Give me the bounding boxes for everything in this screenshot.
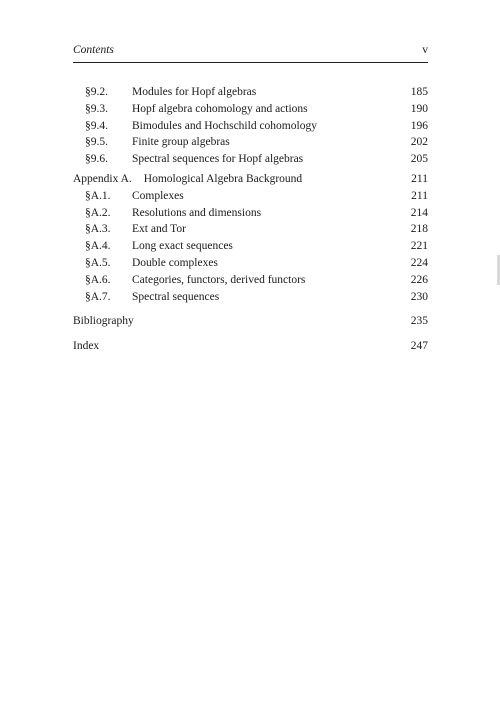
table-of-contents	[73, 84, 428, 355]
toc-page-number: 235	[410, 315, 428, 328]
toc-entry	[73, 188, 428, 205]
toc-page-number: 190	[410, 102, 428, 115]
toc-section-title: Double complexes	[132, 256, 218, 269]
toc-entry	[73, 101, 428, 118]
toc-page-number: 230	[410, 290, 428, 303]
toc-section-title: Resolutions and dimensions	[132, 206, 262, 219]
toc-entry	[73, 151, 428, 168]
toc-entry	[73, 205, 428, 222]
toc-section-title: Spectral sequences for Hopf algebras	[132, 153, 304, 166]
toc-page-number: 226	[410, 273, 428, 286]
toc-entry	[73, 272, 428, 289]
toc-entry	[73, 289, 428, 306]
toc-appendix-label: Appendix A.	[73, 172, 132, 185]
toc-section-title: Finite group algebras	[132, 136, 230, 149]
toc-section-title: Hopf algebra cohomology and actions	[132, 102, 308, 115]
toc-page-number: 224	[410, 256, 428, 269]
toc-section-number: §A.4.	[85, 240, 111, 253]
toc-section-title: Modules for Hopf algebras	[132, 86, 257, 98]
toc-section-title: Long exact sequences	[132, 240, 233, 253]
toc-page-number: 247	[410, 340, 428, 353]
toc-section-title: Spectral sequences	[132, 290, 220, 303]
toc-entry	[73, 255, 428, 272]
toc-section-number: §9.6.	[85, 153, 108, 166]
toc-section-number: §A.7.	[85, 290, 111, 303]
toc-page-number: 214	[410, 206, 428, 219]
toc-bibliography-entry	[73, 313, 428, 330]
toc-page-number: 211	[411, 189, 428, 202]
toc-page-number: 218	[410, 223, 428, 236]
toc-entry	[73, 221, 428, 238]
toc-section-title: Ext and Tor	[132, 223, 186, 236]
toc-page-number: 185	[410, 86, 428, 98]
toc-page-number: 196	[410, 119, 428, 132]
toc-section-number: §A.5.	[85, 256, 111, 269]
toc-page-number: 205	[410, 153, 428, 166]
page-number: v	[422, 44, 428, 56]
toc-page-number: 202	[410, 136, 428, 149]
toc-section-number: §9.5.	[85, 136, 108, 149]
toc-entry	[73, 238, 428, 255]
toc-section-number: §A.2.	[85, 206, 111, 219]
toc-section-title: Complexes	[132, 189, 184, 202]
toc-entry	[73, 134, 428, 151]
toc-section-number: §9.3.	[85, 102, 108, 115]
toc-section-number: §A.6.	[85, 273, 111, 286]
toc-page-number: 221	[410, 240, 428, 253]
toc-index-title: Index	[73, 340, 100, 353]
toc-appendix-title: Homological Algebra Background	[143, 172, 303, 185]
toc-entry	[73, 84, 428, 101]
toc-section-number: §A.1.	[85, 189, 111, 202]
toc-section-number: §9.4.	[85, 119, 108, 132]
toc-entry	[73, 118, 428, 135]
toc-index-entry	[73, 338, 428, 355]
running-head-title: Contents	[73, 44, 114, 56]
toc-section-number: §A.3.	[85, 223, 111, 236]
toc-section-title: Categories, functors, derived functors	[132, 273, 306, 286]
running-header	[73, 44, 428, 63]
toc-appendix-entry	[73, 171, 428, 188]
toc-page-number: 211	[411, 172, 428, 185]
toc-section-title: Bimodules and Hochschild cohomology	[132, 119, 317, 132]
toc-bibliography-title: Bibliography	[73, 315, 134, 328]
toc-section-number: §9.2.	[85, 86, 108, 98]
